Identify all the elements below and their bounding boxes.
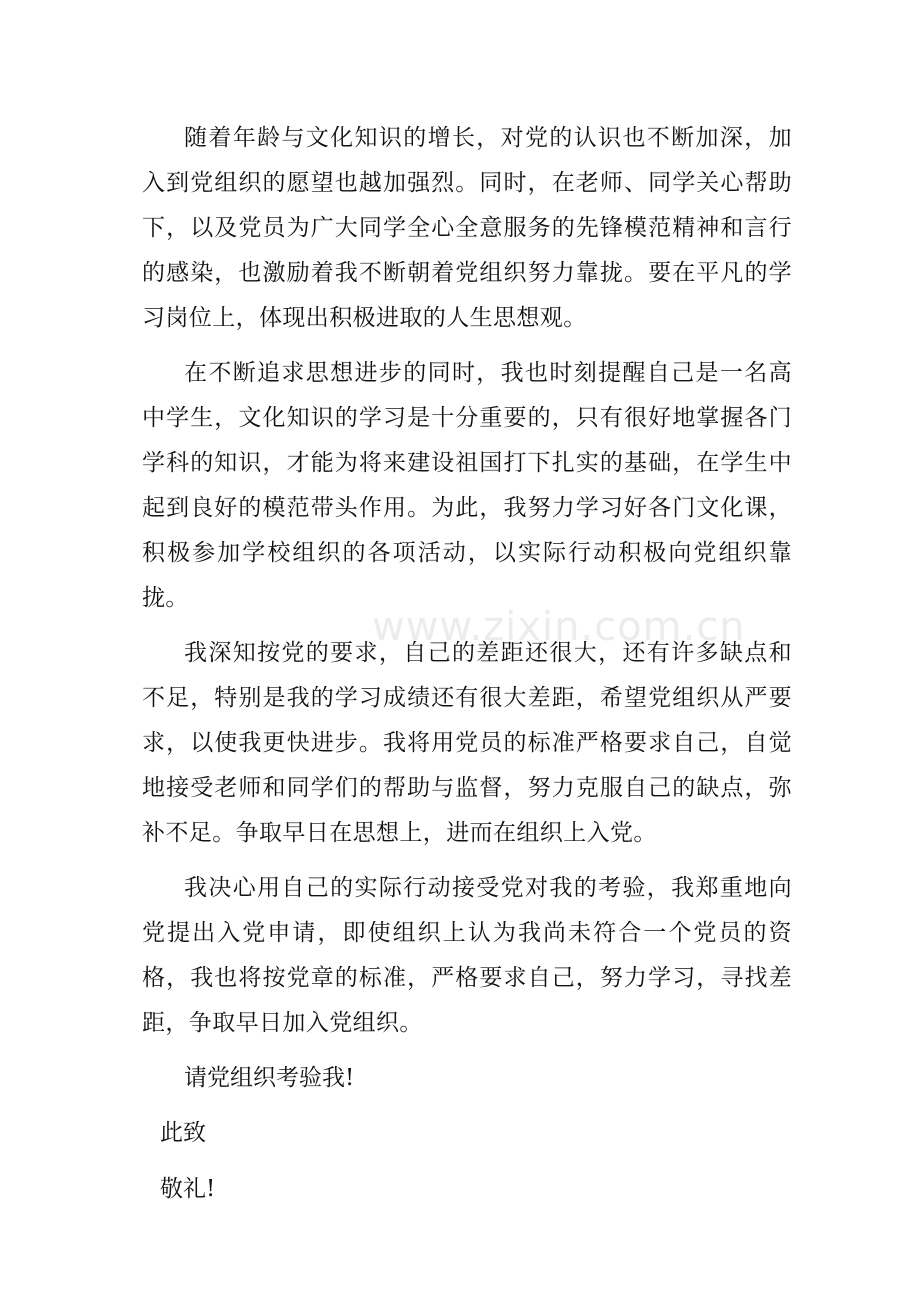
- salutation-cizhi: 此致: [160, 1120, 206, 1146]
- letter-body: [142, 116, 792, 1217]
- salutation-jingli: 敬礼!: [160, 1176, 216, 1202]
- closing-line: 请党组织考验我!: [184, 1065, 355, 1091]
- paragraph-1: 随着年龄与文化知识的增长，对党的认识也不断加深，加入到党组织的愿望也越加强烈。同时，在老师、同学关心帮助下，以及党员为广大同学全心全意服务的先锋模范精神和言行的感染，也激励着我不断朝着党组织努力靠拢。要在平凡的学习岗位上，体现出积极进取的人生思想观。: [142, 125, 792, 331]
- paragraph-3: 我深知按党的要求，自己的差距还很大，还有许多缺点和不足，特别是我的学习成绩还有很大差距，希望党组织从严要求，以使我更快进步。我将用党员的标准严格要求自己，自觉地接受老师和同学们的帮助与监督，努力克服自己的缺点，弥补不足。争取早日在思想上，进而在组织上入党。: [142, 640, 792, 846]
- paragraph-2: 在不断追求思想进步的同时，我也时刻提醒自己是一名高中学生，文化知识的学习是十分重要的，只有很好地掌握各门学科的知识，才能为将来建设祖国打下扎实的基础，在学生中起到良好的模范带头作用。为此，我努力学习好各门文化课，积极参加学校组织的各项活动，以实际行动积极向党组织靠拢。: [142, 360, 792, 611]
- watermark-text: www.zixin.com.cn: [372, 604, 746, 650]
- paragraph-4: 我决心用自己的实际行动接受党对我的考验，我郑重地向党提出入党申请，即使组织上认为我尚未符合一个党员的资格，我也将按党章的标准，严格要求自己，努力学习，寻找差距，争取早日加入党组织。: [142, 875, 792, 1036]
